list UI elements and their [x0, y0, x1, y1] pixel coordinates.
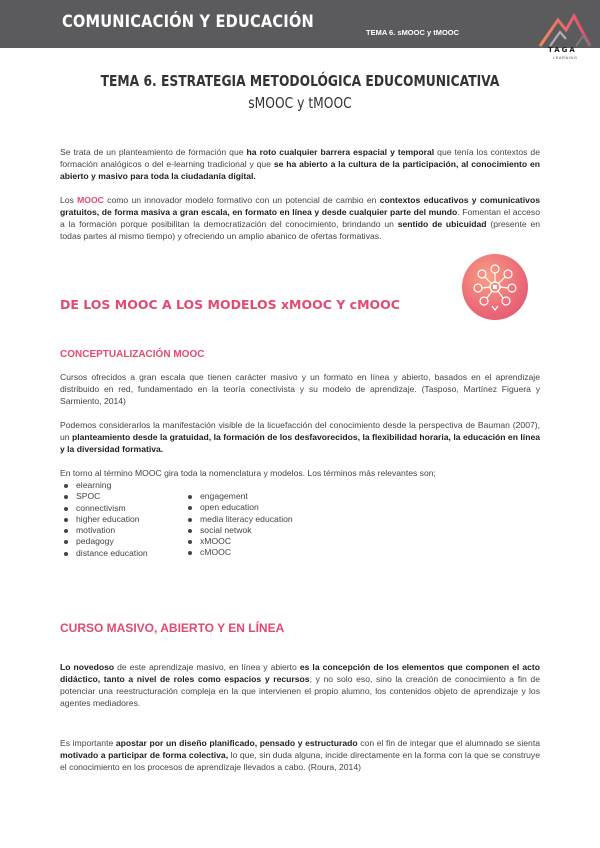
- terms-list-right: [186, 491, 293, 559]
- section-heading-mooc-models: DE LOS MOOC A LOS MODELOS xMOOC Y cMOOC: [60, 297, 400, 312]
- novedoso-paragraph: [60, 661, 540, 709]
- text-run: planteamiento desde la gratuidad, la formación de los desfavorecidos, la flexibilidad horaria, la educación en línea y la diversidad formativa.: [60, 432, 540, 455]
- text-run: sentido de ubicuidad: [397, 219, 487, 230]
- page-title: TEMA 6. ESTRATEGIA METODOLÓGICA EDUCOMUNICATIVA: [100, 72, 500, 90]
- text-run: motivado a participar de forma colectiva,: [60, 750, 229, 761]
- logo-wordmark: TAGA: [548, 46, 577, 54]
- list-item: connectivism: [62, 503, 148, 514]
- header-topic: TEMA 6. sMOOC y tMOOC: [366, 28, 460, 37]
- bauman-paragraph: [60, 419, 540, 455]
- text-run: Lo novedoso: [60, 662, 115, 672]
- list-item: pedagogy: [62, 536, 148, 547]
- network-hub-illustration: [462, 254, 528, 320]
- list-item: motivation: [62, 525, 148, 536]
- list-item: open education: [186, 502, 293, 513]
- list-item: xMOOC: [186, 536, 293, 547]
- text-run: de este aprendizaje masivo, en línea y abierto: [114, 662, 300, 672]
- text-run: que tenía los contextos de formación analógicos o del e-learning tradicional y que: [60, 147, 540, 170]
- text-run: Podemos considerarlos la manifestación visible de la licuefacción del conocimiento desde la perspectiva de Bauman (2007), un: [60, 420, 540, 443]
- text-run: apostar por un diseño planificado, pensado y estructurado: [115, 738, 358, 748]
- text-run: . Fomentan el acceso a la formación porque posibilitan la democratización del conocimiento, brindando un: [60, 207, 540, 230]
- diseno-paragraph: [60, 737, 540, 773]
- text-run: Cursos ofrecidos a gran escala que tienen carácter masivo y un formato en línea y abierto, basados en el aprendizaje distribuido en red, fundamentado en la teoría conectivista y su modelo de aprendizaje. (Tasposo, Martínez Figuera y Sarmiento, 2014): [60, 372, 540, 407]
- intro-paragraph-1: [60, 146, 540, 182]
- list-item: higher education: [62, 514, 148, 525]
- text-run: como un innovador modelo formativo con un potencial de cambio en: [103, 195, 380, 205]
- text-run: En torno al término MOOC gira toda la nomenclatura y modelos. Los términos más relevantes son;: [60, 468, 436, 478]
- header-bar: [0, 0, 600, 48]
- list-item: engagement: [186, 491, 293, 502]
- page-subtitle: sMOOC y tMOOC: [248, 94, 352, 112]
- subheading-conceptualizacion: CONCEPTUALIZACIÓN MOOC: [60, 349, 205, 360]
- text-run: lo que, sin duda alguna, incide directamente en la forma con la que se construye el conocimiento en los procesos de aprendizaje llevados a cabo. (Roura, 2014): [60, 750, 540, 773]
- text-run: Es importante: [60, 738, 116, 748]
- terms-intro-paragraph: [60, 467, 540, 479]
- text-run: se ha abierto a la cultura de la participación, al conocimiento en abierto y masivo para toda la ciudadanía digital.: [60, 159, 540, 182]
- network-icon: [462, 254, 528, 320]
- text-run: (presente en todas partes al mismo tiempo) y ofreciendo un amplio abanico de ofertas formativas.: [60, 219, 541, 242]
- subheading-curso-masivo: CURSO MASIVO, ABIERTO Y EN LÍNEA: [60, 621, 285, 635]
- text-run: Se trata de un planteamiento de formación que: [60, 147, 247, 157]
- list-item: media literacy education: [186, 514, 293, 525]
- list-item: cMOOC: [186, 547, 293, 558]
- header-title: COMUNICACIÓN Y EDUCACIÓN: [62, 12, 314, 32]
- text-run: Los: [60, 195, 78, 205]
- text-run: con el fin de integar que el alumnado se sienta: [357, 738, 540, 748]
- text-run: ha roto cualquier barrera espacial y temporal: [246, 147, 435, 157]
- intro-paragraph-2: [60, 194, 540, 242]
- list-item: SPOC: [62, 491, 148, 502]
- text-run: es la concepción de los elementos que componen el acto didáctico, tanto a nivel de roles como espacios y recursos: [60, 662, 540, 685]
- terms-list-left: [62, 480, 148, 559]
- list-item: distance education: [62, 548, 148, 559]
- logo-subtext: LEARNING: [553, 55, 578, 60]
- text-run: ; y no solo eso, sino la creación de conocimiento a fin de potenciar una reestructuración compleja en la que intervienen el propio alumno, los contenidos objeto de aprendizaje y los agentes mediadores.: [60, 674, 540, 709]
- list-item: social netwok: [186, 525, 293, 536]
- list-item: elearning: [62, 480, 148, 491]
- text-run: MOOC: [77, 195, 104, 205]
- mooc-definition-paragraph: [60, 371, 540, 407]
- text-run: contextos educativos y comunicativos gratuitos, de forma masiva a gran escala, en formato en línea y desde cualquier parte del mundo: [60, 195, 540, 218]
